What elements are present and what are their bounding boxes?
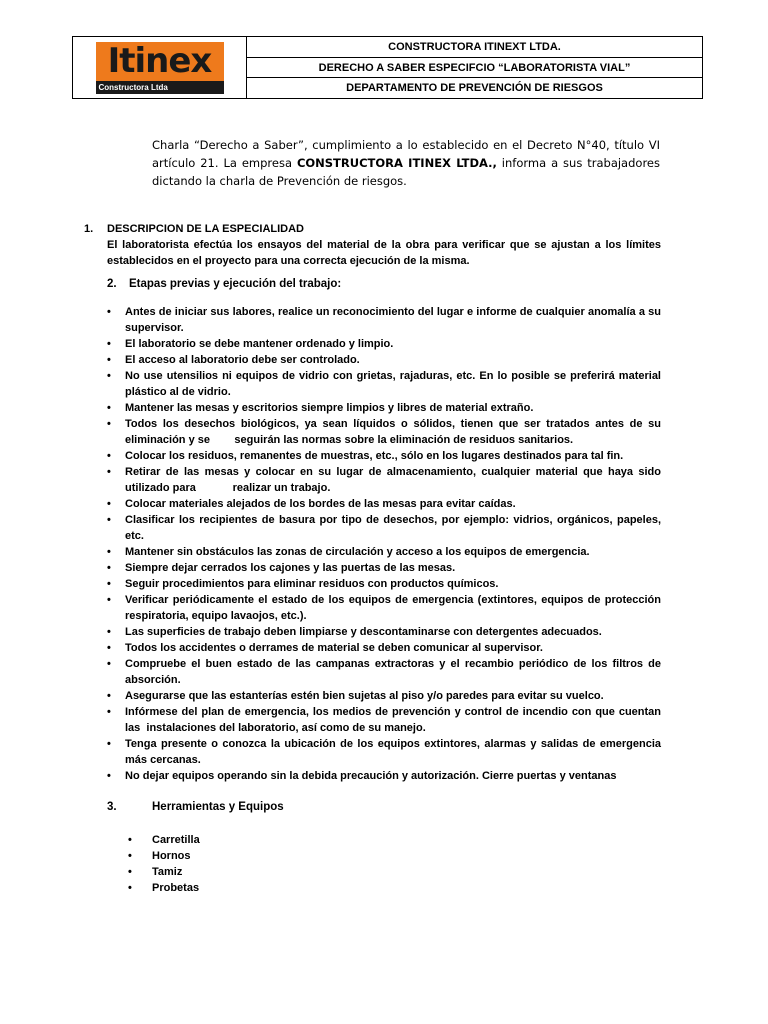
procedure-item: [107, 656, 665, 688]
company-logo: [96, 42, 224, 94]
document-title: DERECHO A SABER ESPECIFCIO “LABORATORISTA VIAL”: [247, 58, 702, 79]
intro-paragraph: [152, 136, 660, 190]
tool-item-text: Hornos: [152, 850, 191, 862]
procedure-item-text: Retirar de las mesas y colocar en su lugar de almacenamiento, cualquier material que haya sido utilizado para realizar un trabajo.: [125, 466, 665, 494]
procedure-item: [107, 576, 661, 592]
bullet-icon: •: [107, 546, 111, 558]
tool-item: [128, 848, 200, 864]
procedure-item: [107, 560, 661, 576]
procedure-item: [107, 512, 665, 544]
procedure-item: [107, 704, 665, 736]
bullet-icon: •: [107, 770, 111, 782]
section-3-title: Herramientas y Equipos: [152, 801, 284, 813]
procedure-item-text: Colocar los residuos, remanentes de muestras, etc., sólo en los lugares destinados para tal fin.: [125, 450, 624, 462]
document-header-table: [72, 36, 703, 99]
section-1-body: El laboratorista efectúa los ensayos del material de la obra para verificar que se ajustan a los límites establecidos en el proyecto para una correcta ejecución de la misma.: [107, 239, 661, 267]
procedure-item: [107, 400, 661, 416]
procedure-item: [107, 464, 665, 496]
procedure-item: [107, 592, 665, 624]
procedure-item-text: No use utensilios ni equipos de vidrio con grietas, rajaduras, etc. En lo posible se preferirá material plástico al de vidrio.: [125, 370, 665, 398]
procedure-item: [107, 416, 665, 448]
section-1-number: 1.: [84, 223, 94, 235]
logo-subtitle: Constructora Ltda: [96, 81, 224, 94]
section-2-heading: [107, 276, 341, 292]
procedure-item: [107, 640, 661, 656]
department-name: DEPARTAMENTO DE PREVENCIÓN DE RIESGOS: [346, 82, 603, 95]
procedure-item: [107, 448, 661, 464]
bullet-icon: •: [107, 498, 111, 510]
procedure-item-text: Colocar materiales alejados de los bordes de las mesas para evitar caídas.: [125, 498, 516, 510]
bullet-icon: •: [128, 866, 132, 878]
section-3-number: 3.: [107, 801, 117, 813]
bullet-icon: •: [107, 402, 111, 414]
intro-text-end: informa a sus trabajadores dictando la charla de Prevención de riesgos.: [152, 156, 660, 188]
bullet-icon: •: [107, 562, 111, 574]
company-name: CONSTRUCTORA ITINEXT LTDA.: [247, 37, 702, 58]
procedure-item-text: Infórmese del plan de emergencia, los medios de prevención y control de incendio con que cuentan las instalaciones del laboratorio, así como de su manejo.: [125, 706, 665, 734]
procedure-item: [107, 336, 661, 352]
procedure-item-text: Mantener sin obstáculos las zonas de circulación y acceso a los equipos de emergencia.: [125, 546, 590, 558]
bullet-icon: •: [107, 466, 111, 478]
bullet-icon: •: [107, 370, 111, 382]
bullet-icon: •: [107, 354, 111, 366]
procedure-item-text: Compruebe el buen estado de las campanas extractoras y el recambio periódico de los filtros de absorción.: [125, 658, 665, 686]
bullet-icon: •: [107, 306, 111, 318]
procedure-item-text: El laboratorio se debe mantener ordenado y limpio.: [125, 338, 394, 350]
procedure-item: [107, 368, 665, 400]
logo-cell: [73, 37, 247, 98]
procedure-item-text: Todos los accidentes o derrames de material se deben comunicar al supervisor.: [125, 642, 543, 654]
section-2-title: Etapas previas y ejecución del trabajo:: [129, 278, 342, 290]
procedure-item-text: No dejar equipos operando sin la debida precaución y autorización. Cierre puertas y ventanas: [125, 770, 617, 782]
tool-item: [128, 864, 200, 880]
section-1-title: DESCRIPCION DE LA ESPECIALIDAD: [107, 223, 305, 235]
bullet-icon: •: [107, 418, 111, 430]
tool-item-text: Tamiz: [152, 866, 183, 878]
tool-item-text: Carretilla: [152, 834, 200, 846]
tools-list: [128, 832, 200, 896]
intro-company: CONSTRUCTORA ITINEX LTDA.,: [296, 156, 497, 170]
section-3-heading: [107, 799, 284, 815]
section-2-number: 2.: [107, 278, 117, 290]
tool-item: [128, 880, 200, 896]
tool-item: [128, 832, 200, 848]
bullet-icon: •: [107, 658, 111, 670]
procedure-item: [107, 768, 661, 784]
bullet-icon: •: [107, 594, 111, 606]
bullet-icon: •: [107, 514, 111, 526]
procedure-item: [107, 304, 665, 336]
procedure-item-text: Tenga presente o conozca la ubicación de los equipos extintores, alarmas y salidas de emergencia más cercanas.: [125, 738, 665, 766]
procedure-list: [107, 304, 665, 784]
intro-text-start: Charla “Derecho a Saber”, cumplimiento a lo establecido en el Decreto N°40, título VI artículo 21. La empresa: [152, 138, 660, 170]
bullet-icon: •: [128, 882, 132, 894]
procedure-item-text: Antes de iniciar sus labores, realice un reconocimiento del lugar e informe de cualquier anomalía a su supervisor.: [125, 306, 665, 334]
logo-wordmark: Itinex: [107, 40, 212, 81]
bullet-icon: •: [107, 706, 111, 718]
tool-item-text: Probetas: [152, 882, 200, 894]
bullet-icon: •: [128, 850, 132, 862]
procedure-item-text: El acceso al laboratorio debe ser controlado.: [125, 354, 360, 366]
procedure-item-text: Seguir procedimientos para eliminar residuos con productos químicos.: [125, 578, 499, 590]
procedure-item: [107, 352, 661, 368]
procedure-item-text: Las superficies de trabajo deben limpiarse y descontaminarse con detergentes adecuados.: [125, 626, 602, 638]
procedure-item-text: Clasificar los recipientes de basura por tipo de desechos, por ejemplo: vidrios, orgánicos, papeles, etc.: [125, 514, 665, 542]
bullet-icon: •: [107, 626, 111, 638]
bullet-icon: •: [107, 690, 111, 702]
bullet-icon: •: [107, 338, 111, 350]
procedure-item-text: Asegurarse que las estanterías estén bien sujetas al piso y/o paredes para evitar su vuelco.: [125, 690, 604, 702]
bullet-icon: •: [107, 578, 111, 590]
header-titles: [247, 37, 702, 98]
bullet-icon: •: [128, 834, 132, 846]
bullet-icon: •: [107, 450, 111, 462]
procedure-item: [107, 736, 665, 768]
section-1-heading: [84, 221, 664, 237]
procedure-item: [107, 544, 661, 560]
procedure-item: [107, 496, 661, 512]
procedure-item: [107, 624, 661, 640]
procedure-item-text: Mantener las mesas y escritorios siempre limpios y libres de material extraño.: [125, 402, 534, 414]
bullet-icon: •: [107, 642, 111, 654]
procedure-item: [107, 688, 661, 704]
procedure-item-text: Siempre dejar cerrados los cajones y las puertas de las mesas.: [125, 562, 456, 574]
procedure-item-text: Verificar periódicamente el estado de los equipos de emergencia (extintores, equipos de protección respiratoria, equipo lavaojos, etc.).: [125, 594, 665, 622]
procedure-item-text: Todos los desechos biológicos, ya sean líquidos o sólidos, tienen que ser tratados antes de su eliminación y se seguirán las normas sobre la eliminación de residuos sanitarios.: [125, 418, 665, 446]
bullet-icon: •: [107, 738, 111, 750]
